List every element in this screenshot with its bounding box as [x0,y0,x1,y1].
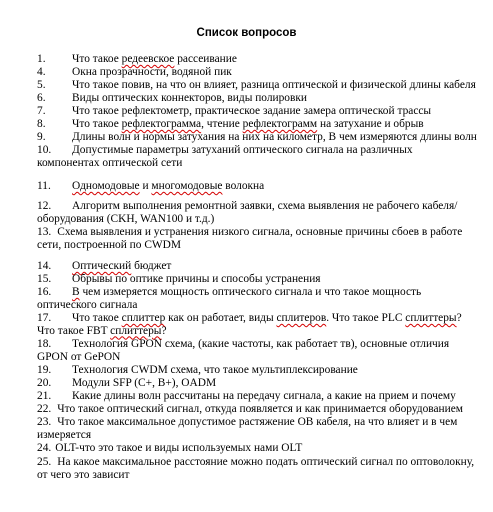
question-20: 20. Модули SFP (C+, B+), OADM [37,377,217,389]
question-1: 1. Что такое редеевское рассеивание [37,53,237,65]
question-5: 5. Что такое повив, на что он влияет, разница оптической и физической длины кабеля [37,79,476,91]
question-10: 10. Допустимые параметры затуханий оптического сигнала на различных компонентах оптической сети [37,144,413,169]
document-title: Список вопросов [196,27,297,39]
question-16: 16. В чем измеряется мощность оптического сигнала и что такое мощность оптического сигнала [37,286,422,311]
question-6: 6. Виды оптических коннекторов, виды полировки [37,92,308,104]
spell-underlined-word: редеевское [121,53,175,65]
question-25: 25. На какое максимальное расстояние можно подать оптический сигнал по оптоволокну, от чего это зависит [37,456,475,481]
question-7: 7. Что такое рефлектометр, практическое задание замера оптической трассы [37,105,432,117]
question-11: 11. Одномодовые и многомодовые волокна [37,180,265,192]
question-13: 13. Схема выявления и устранения низкого сигнала, основные причины сбоев в работе сети, построенной по CWDM [37,226,463,251]
question-12: 12. Алгоритм выполнения ремонтной заявки, схема выявления не рабочего кабеля/оборудования (CKH, WAN100 и т.д.) [37,200,458,225]
question-18: 18. Технология GPON схема, (какие частоты, как работает тв), основные отличия GPON от GePON [37,338,450,363]
question-9: 9. Длины волн и нормы затухания на них на километр, В чем измеряются длины волн [37,131,477,143]
question-8: 8. Что такое рефлектограмма, чтение рефлектограмм на затухание и обрыв [37,118,424,130]
question-17: 17. Что такое сплиттер как он работает, виды сплитеров. Что такое PLC сплиттеры? Что такое FBT сплиттеры? [37,312,462,337]
question-24: 24. OLT-что это такое и виды используемых нами OLT [37,442,303,454]
question-19: 19. Технология CWDM схема, что такое мультиплексирование [37,364,358,376]
question-15: 15. Обрывы по оптике причины и способы устранения [37,273,321,285]
question-22: 22. Что такое оптический сигнал, откуда появляется и как принимается оборудованием [37,403,464,415]
question-21: 21. Какие длины волн рассчитаны на передачу сигнала, а какие на прием и почему [37,390,456,402]
question-23: 23. Что такое максимальное допустимое растяжение ОВ кабеля, на что влияет и в чем измеряется [37,416,458,441]
question-14: 14. Оптический бюджет [37,260,172,272]
question-4: 4. Окна прозрачности, водяной пик [37,66,232,78]
